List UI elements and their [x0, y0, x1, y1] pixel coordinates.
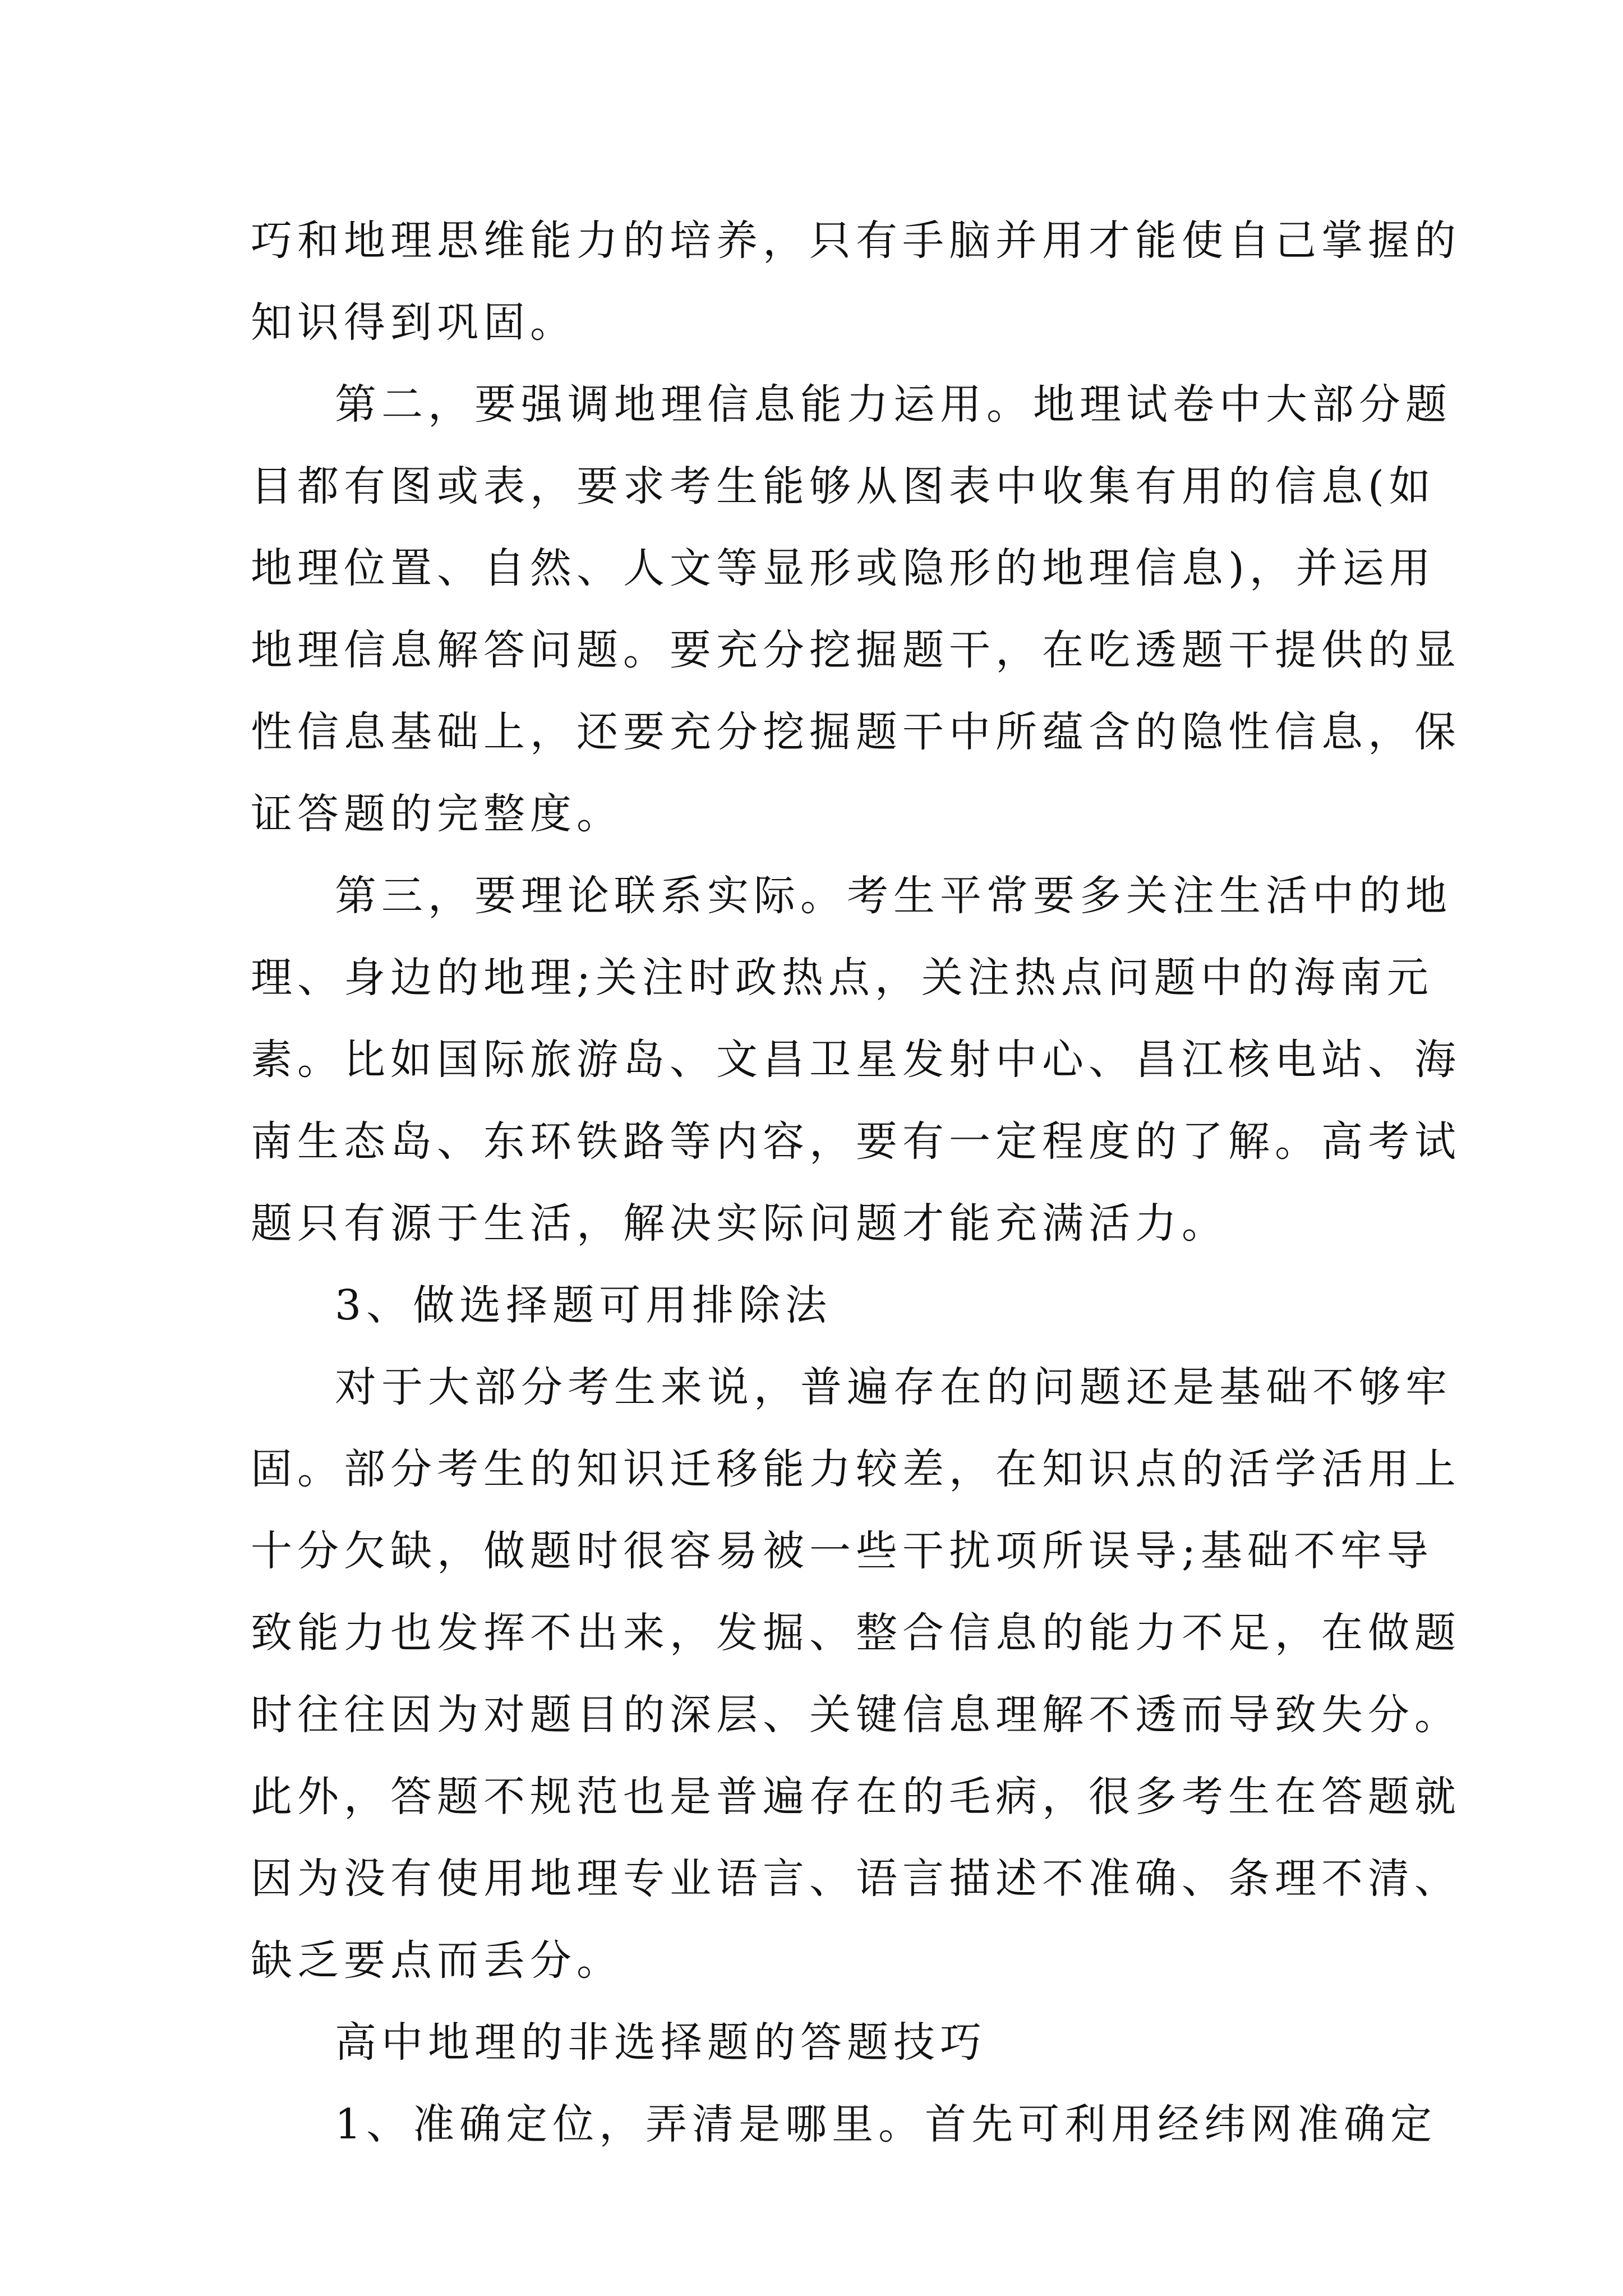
text-line: 缺乏要点而丢分。	[251, 1936, 623, 1985]
text-line: 固。部分考生的知识迁移能力较差，在知识点的活学活用上	[251, 1445, 1461, 1493]
text-line: 对于大部分考生来说，普遍存在的问题还是基础不够牢	[335, 1363, 1452, 1411]
text-line: 高中地理的非选择题的答题技巧	[335, 2018, 986, 2067]
text-line: 第二，要强调地理信息能力运用。地理试卷中大部分题	[335, 380, 1452, 429]
text-line: 性信息基础上，还要充分挖掘题干中所蕴含的隐性信息，保	[251, 708, 1461, 756]
text-line: 此外，答题不规范也是普遍存在的毛病，很多考生在答题就	[251, 1773, 1461, 1821]
text-line: 南生态岛、东环铁路等内容，要有一定程度的了解。高考试	[251, 1117, 1461, 1166]
text-line: 证答题的完整度。	[251, 790, 623, 838]
text-line: 地理信息解答问题。要充分挖掘题干，在吃透题干提供的显	[251, 626, 1461, 674]
text-line: 知识得到巩固。	[251, 298, 577, 347]
text-line: 目都有图或表，要求考生能够从图表中收集有用的信息(如	[251, 462, 1436, 510]
text-line: 理、身边的地理;关注时政热点，关注热点问题中的海南元	[251, 954, 1433, 1002]
text-line: 时往往因为对题目的深层、关键信息理解不透而导致失分。	[251, 1691, 1461, 1739]
document-body	[251, 200, 1461, 2165]
text-line: 1、准确定位，弄清是哪里。首先可利用经纬网准确定	[335, 2100, 1437, 2148]
text-line: 素。比如国际旅游岛、文昌卫星发射中心、昌江核电站、海	[251, 1036, 1461, 1084]
text-line: 因为没有使用地理专业语言、语言描述不准确、条理不清、	[251, 1855, 1461, 1903]
text-line: 致能力也发挥不出来，发掘、整合信息的能力不足，在做题	[251, 1609, 1461, 1657]
text-line: 巧和地理思维能力的培养，只有手脑并用才能使自己掌握的	[251, 217, 1461, 265]
text-line: 地理位置、自然、人文等显形或隐形的地理信息)，并运用	[251, 544, 1436, 592]
text-line: 第三，要理论联系实际。考生平常要多关注生活中的地	[335, 872, 1452, 920]
text-line: 3、做选择题可用排除法	[335, 1281, 832, 1329]
text-line: 题只有源于生活，解决实际问题才能充满活力。	[251, 1199, 1228, 1248]
text-line: 十分欠缺，做题时很容易被一些干扰项所误导;基础不牢导	[251, 1527, 1433, 1575]
